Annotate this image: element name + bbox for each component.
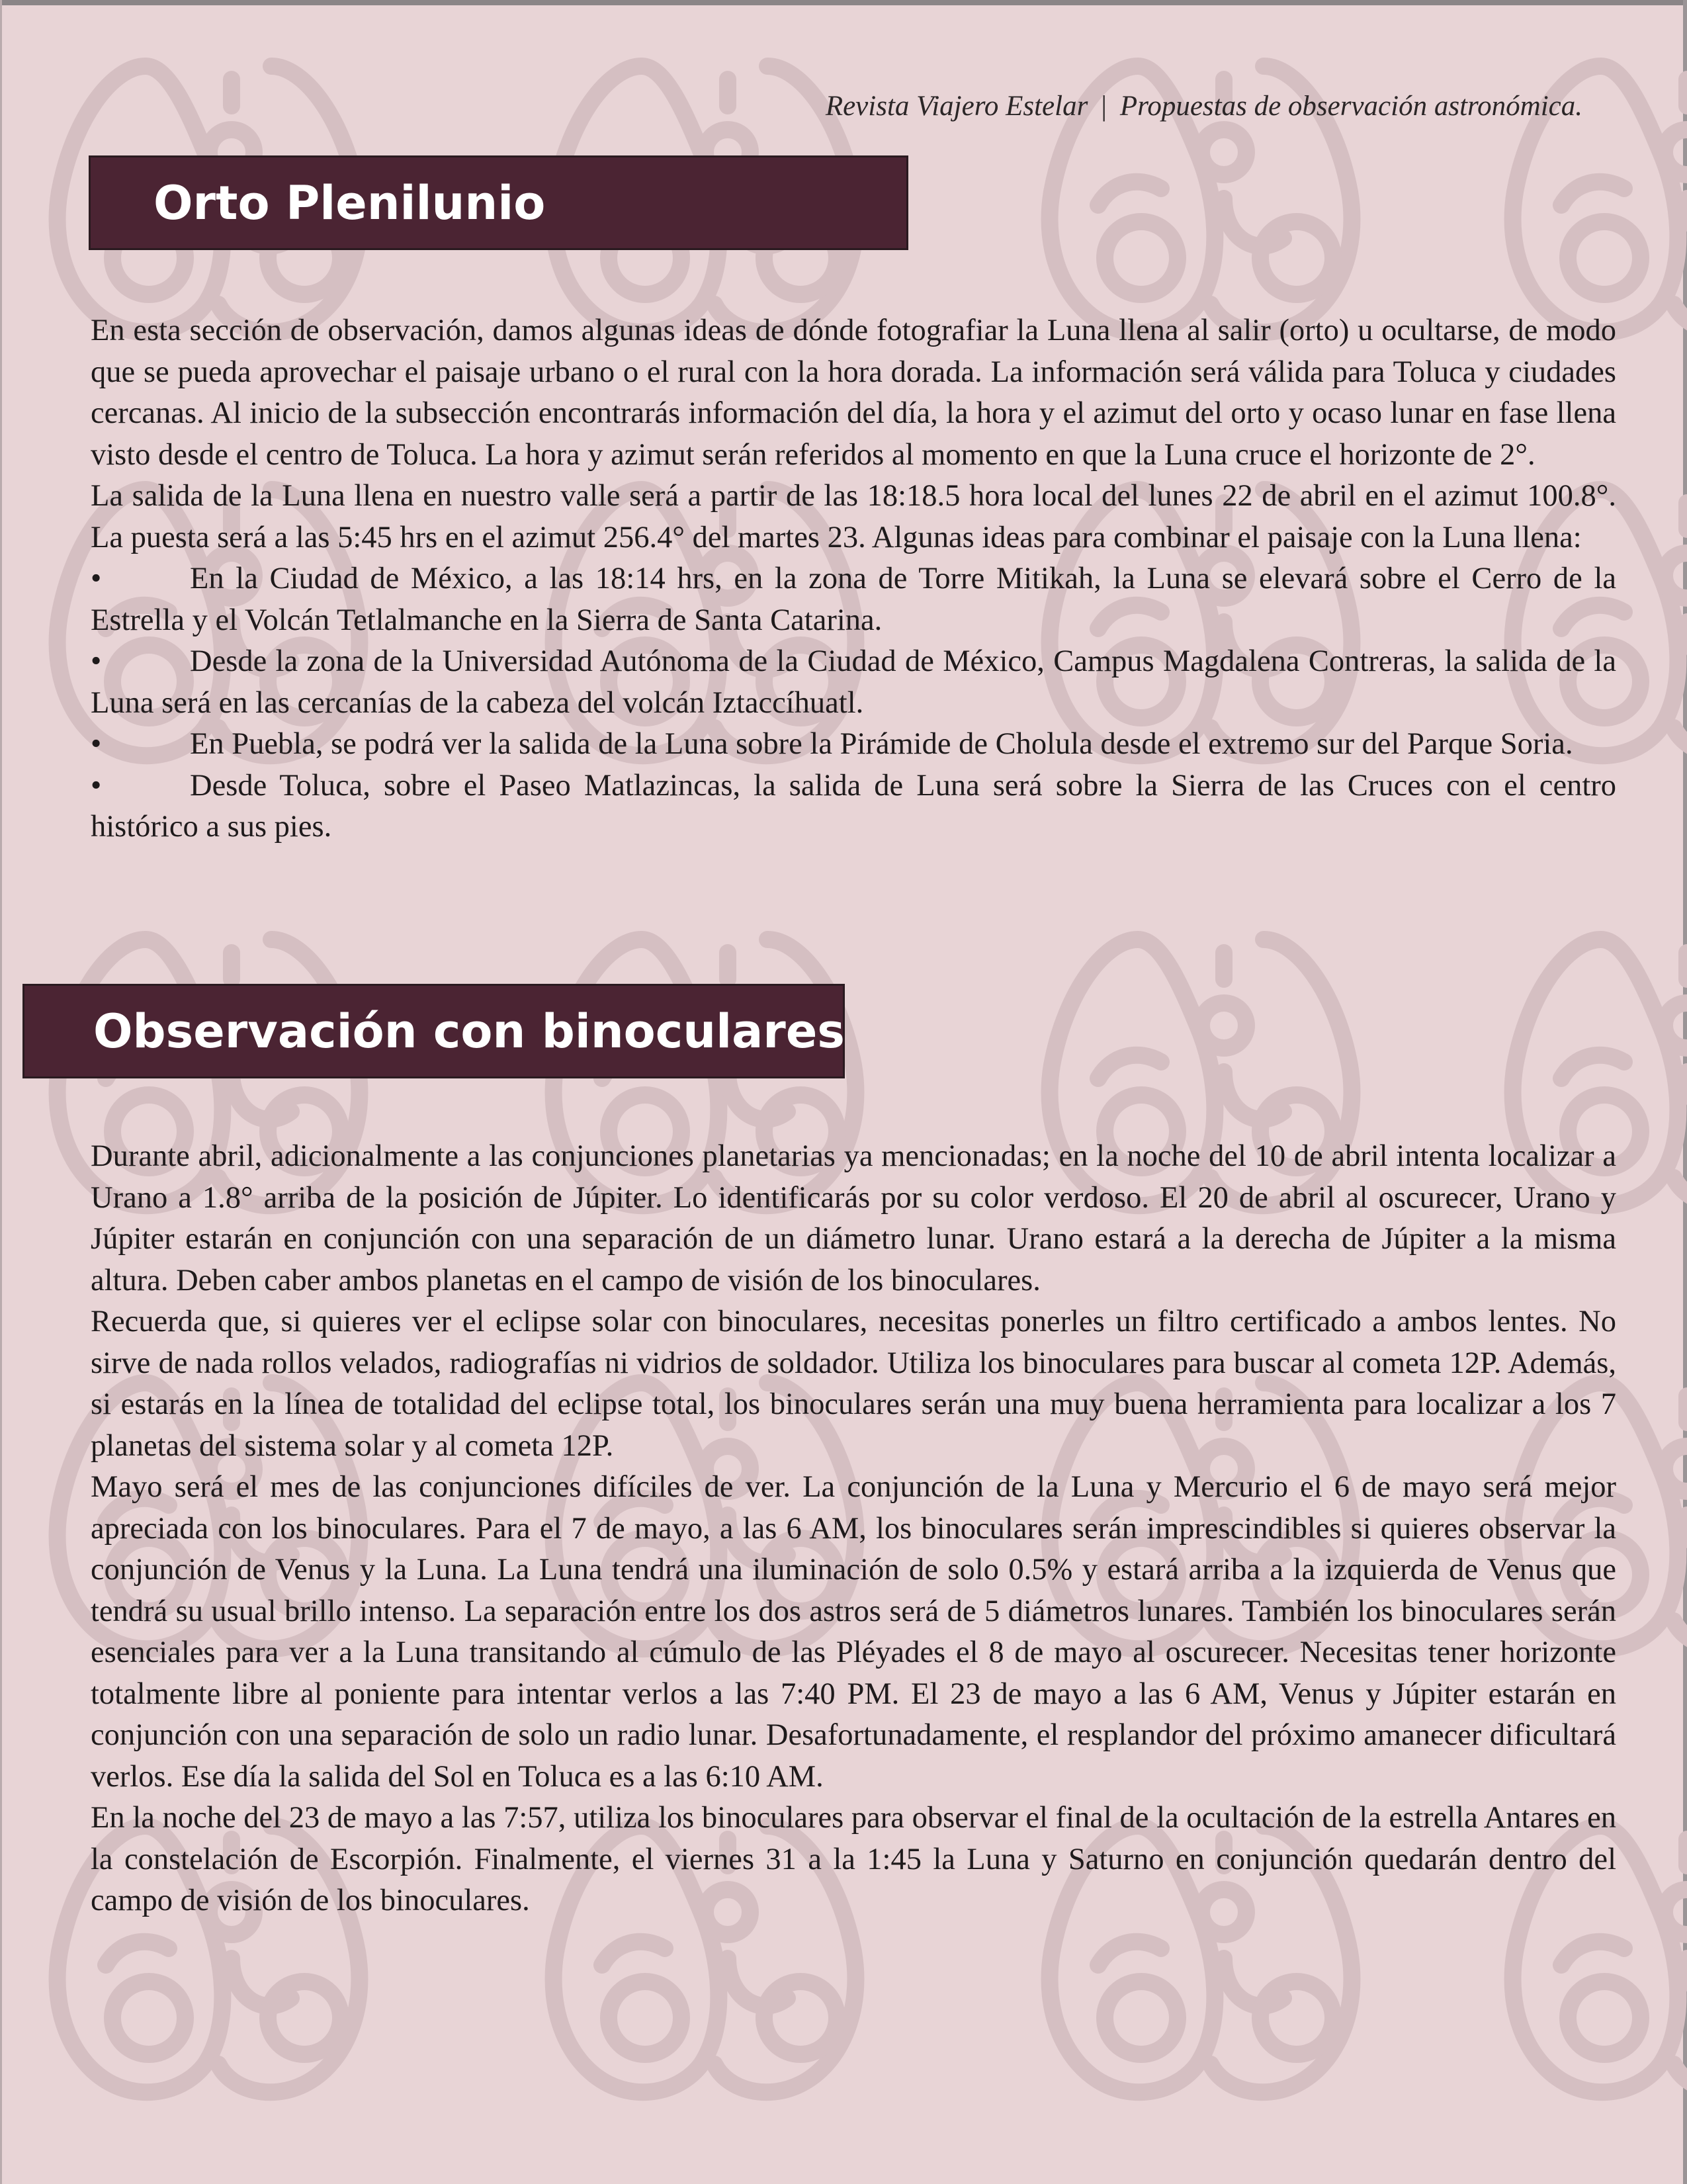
paragraph: Durante abril, adicionalmente a las conjunciones planetarias ya mencionadas; en la noche del 10 de abril intenta localizar a Urano a 1.8° arriba de la posición de Júpiter. Lo identificarás por su color verdoso. El 20 de abril al oscurecer, Urano y Júpiter estarán en conjunción con una separación de un diámetro lunar. Urano estará a la derecha de Júpiter a la misma altura. Deben caber ambos planetas en el campo de visión de los binoculares. (91, 1139, 1616, 1297)
section-body-orto-plenilunio (91, 310, 1616, 848)
list-item-text: Desde la zona de la Universidad Autónoma de la Ciudad de México, Campus Magdalena Contreras, la salida de la Luna será en las cercanías de la cabeza del volcán Iztaccíhuatl. (91, 644, 1616, 720)
section-body-binoculares (91, 1136, 1616, 1922)
header-subtitle: Propuestas de observación astronómica. (1119, 91, 1582, 122)
paragraph: Mayo será el mes de las conjunciones difíciles de ver. La conjunción de la Luna y Mercurio el 6 de mayo será mejor apreciada con los binoculares. Para el 7 de mayo, a las 6 AM, los binoculares serán imprescindibles si quieres observar la conjunción de Venus y la Luna. La Luna tendrá una iluminación de solo 0.5% y estará arriba a la izquierda de Venus que tendrá su usual brillo intenso. La separación entre los dos astros será de 5 diámetros lunares. También los binoculares serán esenciales para ver a la Luna transitando al cúmulo de las Pléyades el 8 de mayo al oscurecer. Necesitas tener horizonte totalmente libre al poniente para intentar verlos a las 7:40 PM. El 23 de mayo a las 6 AM, Venus y Júpiter estarán en conjunción con una separación de solo un radio lunar. Desafortunadamente, el resplandor del próximo amanecer dificultará verlos. Ese día la salida del Sol en Toluca es a las 6:10 AM. (91, 1470, 1616, 1794)
list-item (91, 724, 1616, 765)
bullet-symbol: • (91, 727, 102, 761)
paragraph: En la noche del 23 de mayo a las 7:57, utiliza los binoculares para observar el final de la ocultación de la estrella Antares en la constelación de Escorpión. Finalmente, el viernes 31 a la 1:45 la Luna y Saturno en conjunción quedarán dentro del campo de visión de los binoculares. (91, 1801, 1616, 1917)
magazine-name: Revista Viajero Estelar (825, 91, 1088, 122)
bullet-symbol: • (91, 562, 102, 595)
section-banner-orto-plenilunio (91, 157, 906, 248)
list-item-text: Desde Toluca, sobre el Paseo Matlazincas, la salida de Luna será sobre la Sierra de las Cruces con el centro histórico a sus pies. (91, 768, 1616, 844)
list-item-text: En Puebla, se podrá ver la salida de la Luna sobre la Pirámide de Cholula desde el extremo sur del Parque Soria. (190, 727, 1573, 761)
list-item-text: En la Ciudad de México, a las 18:14 hrs, en la zona de Torre Mitikah, la Luna se elevará sobre el Cerro de la Estrella y el Volcán Tetlalmanche en la Sierra de Santa Catarina. (91, 562, 1616, 637)
list-item (91, 765, 1616, 848)
section-banner-binoculares (24, 986, 843, 1076)
list-item (91, 558, 1616, 641)
running-header (826, 90, 1582, 122)
list-item (91, 641, 1616, 724)
paragraph: En esta sección de observación, damos algunas ideas de dónde fotografiar la Luna llena al salir (orto) u ocultarse, de modo que se pueda aprovechar el paisaje urbano o el rural con la hora dorada. La información será válida para Toluca y ciudades cercanas. Al inicio de la subsección encontrarás información del día, la hora y el azimut del orto y ocaso lunar en fase llena visto desde el centro de Toluca. La hora y azimut serán referidos al momento en que la Luna cruce el horizonte de 2°. (91, 314, 1616, 472)
bullet-symbol: • (91, 768, 102, 803)
bullet-symbol: • (91, 644, 102, 678)
paragraph: La salida de la Luna llena en nuestro valle será a partir de las 18:18.5 hora local del lunes 22 de abril en el azimut 100.8°. La puesta será a las 5:45 hrs en el azimut 256.4° del martes 23. Algunas ideas para combinar el paisaje con la Luna llena: (91, 479, 1616, 554)
paragraph: Recuerda que, si quieres ver el eclipse solar con binoculares, necesitas ponerles un filtro certificado a ambos lentes. No sirve de nada rollos velados, radiografías ni vidrios de soldador. Utiliza los binoculares para buscar al cometa 12P. Además, si estarás en la línea de totalidad del eclipse total, los binoculares serán una muy buena herramienta para localizar a los 7 planetas del sistema solar y al cometa 12P. (91, 1305, 1616, 1463)
section-title: Observación con binoculares (93, 1004, 845, 1059)
section-title: Orto Plenilunio (153, 175, 546, 230)
header-separator: | (1101, 91, 1107, 122)
